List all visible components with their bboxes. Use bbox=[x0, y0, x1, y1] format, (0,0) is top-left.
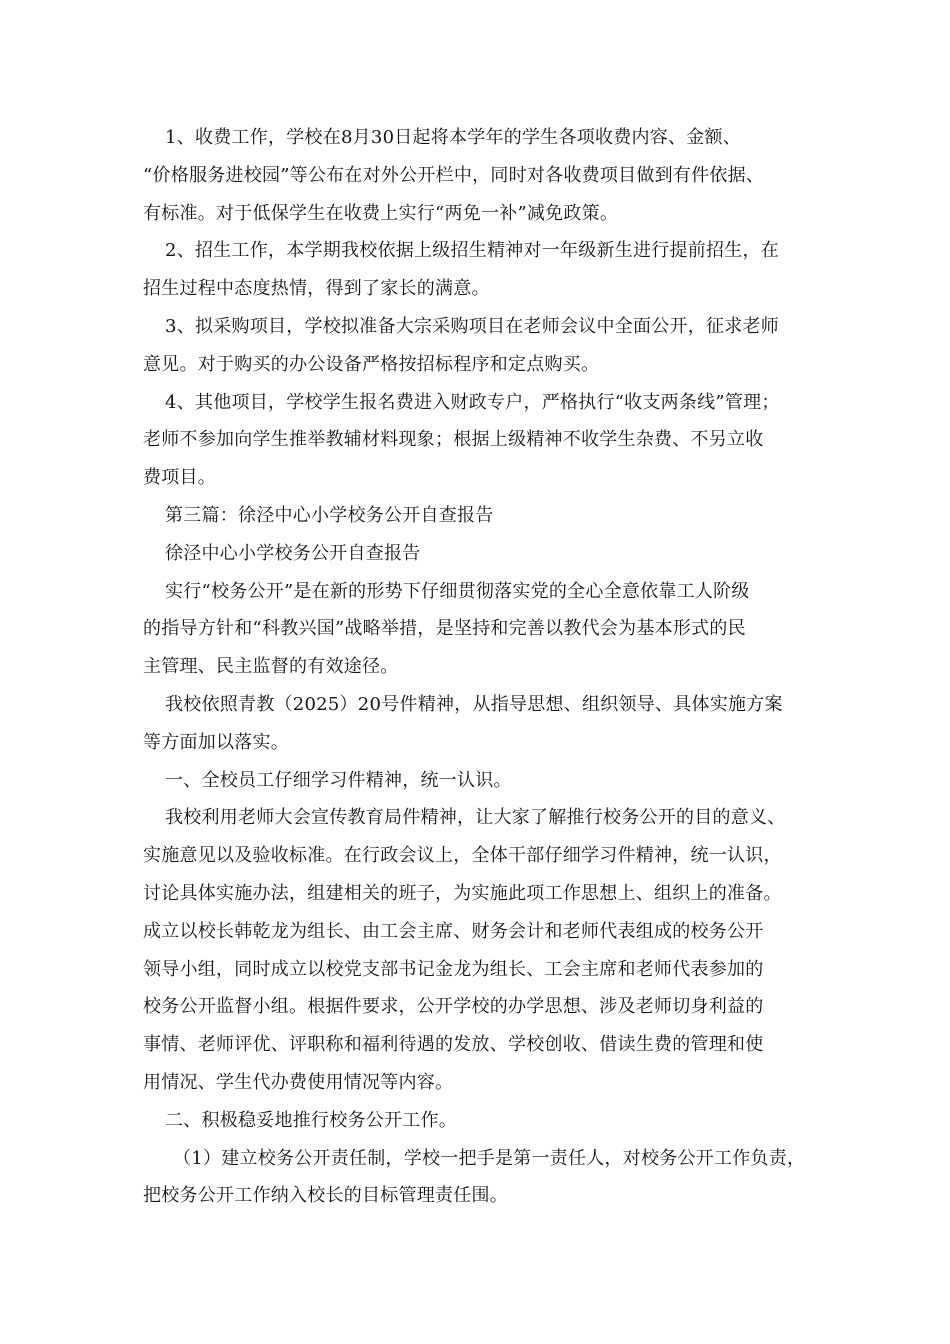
text-line: 意见。对于购买的办公设备严格按招标程序和定点购买。 bbox=[143, 353, 600, 375]
text-line: 的指导方针和“科教兴国”战略举措，是坚持和完善以教代会为基本形式的民 bbox=[143, 618, 746, 640]
text-line: “价格服务进校园”等公布在对外公开栏中，同时对各收费项目做到有件依据、 bbox=[143, 164, 765, 186]
text-line: 成立以校长韩乾龙为组长、由工会主席、财务会计和老师代表组成的校务公开 bbox=[143, 920, 764, 942]
text-line: 有标准。对于低保学生在收费上实行“两免一补”减免政策。 bbox=[143, 202, 619, 224]
section-heading-part-three bbox=[143, 497, 833, 535]
text-line: 把校务公开工作纳入校长的目标管理责任围。 bbox=[143, 1185, 508, 1207]
text-line: 校务公开监督小组。根据件要求，公开学校的办学思想、涉及老师切身利益的 bbox=[143, 996, 764, 1018]
report-title bbox=[143, 535, 833, 573]
heading-line: 二、积极稳妥地推行校务公开工作。 bbox=[165, 1109, 457, 1131]
text-line: 我校依照青教（2025）20号件精神，从指导思想、组织领导、具体实施方案 bbox=[165, 693, 783, 715]
text-line: 我校利用老师大会宣传教育局件精神，让大家了解推行校务公开的目的意义、 bbox=[165, 807, 786, 829]
text-line: 老师不参加向学生推举教辅材料现象；根据上级精神不收学生杂费、不另立收 bbox=[143, 429, 764, 451]
paragraph-implementation bbox=[143, 686, 833, 762]
text-line: 4、其他项目，学校学生报名费进入财政专户，严格执行“收支两条线”管理； bbox=[165, 391, 780, 413]
text-line: （1）建立校务公开责任制，学校一把手是第一责任人，对校务公开工作负责， bbox=[173, 1147, 806, 1169]
text-line: 领导小组，同时成立以校党支部书记金龙为组长、工会主席和老师代表参加的 bbox=[143, 958, 764, 980]
paragraph-responsibility bbox=[143, 1140, 833, 1216]
text-line: 主管理、民主监督的有效途径。 bbox=[143, 656, 399, 678]
paragraph-intro bbox=[143, 573, 833, 686]
paragraph-teacher-meeting bbox=[143, 799, 833, 1101]
text-line: 招生过程中态度热情，得到了家长的满意。 bbox=[143, 278, 490, 300]
text-line: 事情、老师评优、评职称和福利待遇的发放、学校创收、借读生费的管理和使 bbox=[143, 1034, 764, 1056]
paragraph-fee-work bbox=[143, 119, 833, 232]
text-line: 实行“校务公开”是在新的形势下仔细贯彻落实党的全心全意依靠工人阶级 bbox=[165, 580, 750, 602]
text-line: 用情况、学生代办费使用情况等内容。 bbox=[143, 1071, 454, 1093]
heading-line: 一、全校员工仔细学习件精神，统一认识。 bbox=[165, 769, 512, 791]
text-line: 费项目。 bbox=[143, 467, 216, 489]
text-line: 实施意见以及验收标准。在行政会议上，全体干部仔细学习件精神，统一认识， bbox=[143, 845, 782, 867]
heading-line: 徐泾中心小学校务公开自查报告 bbox=[165, 542, 421, 564]
paragraph-procurement bbox=[143, 308, 833, 384]
paragraph-enrollment-work bbox=[143, 232, 833, 308]
paragraph-other-items bbox=[143, 384, 833, 497]
heading-line: 第三篇：徐泾中心小学校务公开自查报告 bbox=[165, 504, 494, 526]
text-line: 3、拟采购项目，学校拟准备大宗采购项目在老师会议中全面公开，征求老师 bbox=[165, 315, 779, 337]
subheading-study-spirit bbox=[143, 762, 833, 800]
text-line: 2、招生工作，本学期我校依据上级招生精神对一年级新生进行提前招生，在 bbox=[165, 240, 779, 262]
subheading-promote-openness bbox=[143, 1102, 833, 1140]
text-line: 讨论具体实施办法，组建相关的班子，为实施此项工作思想上、组织上的准备。 bbox=[143, 882, 782, 904]
text-line: 1、收费工作，学校在8月30日起将本学年的学生各项收费内容、金额、 bbox=[165, 127, 742, 148]
text-line: 等方面加以落实。 bbox=[143, 731, 289, 753]
document-body bbox=[143, 119, 833, 1215]
